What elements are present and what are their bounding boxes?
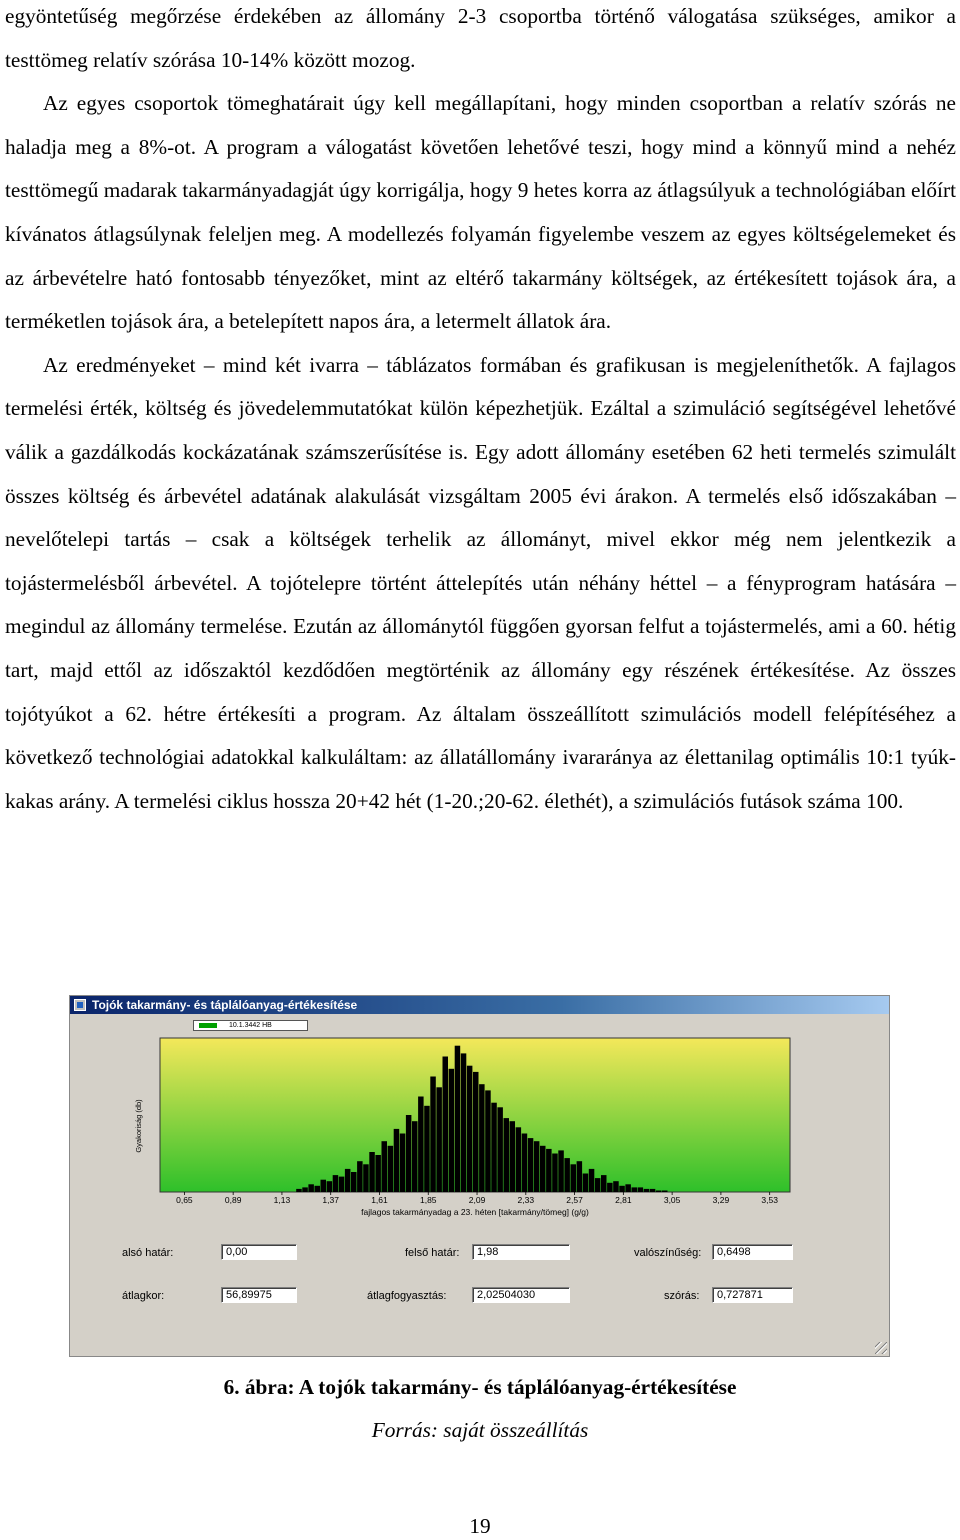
histogram-bar (418, 1097, 424, 1193)
histogram-bar (491, 1103, 497, 1192)
histogram-bar (473, 1072, 479, 1192)
histogram-bar (333, 1175, 339, 1192)
histogram-bar (601, 1175, 607, 1192)
histogram-bar (430, 1077, 436, 1193)
histogram-bar (558, 1150, 564, 1192)
histogram-bar (619, 1186, 625, 1192)
x-tick-label: 3,29 (712, 1195, 730, 1205)
histogram-bar (443, 1057, 449, 1193)
probability-label: valószínűség: (634, 1247, 702, 1259)
x-tick-label: 1,85 (419, 1195, 437, 1205)
x-tick-label: 2,81 (615, 1195, 632, 1205)
histogram-bar (516, 1127, 522, 1192)
upper-limit-label: felső határ: (405, 1247, 460, 1259)
resize-grip[interactable] (875, 1342, 887, 1354)
histogram-bar (613, 1181, 619, 1192)
histogram-bar (589, 1169, 595, 1192)
histogram-bar (644, 1189, 650, 1192)
histogram-bar (369, 1152, 375, 1192)
histogram-bar (461, 1053, 467, 1192)
histogram-bar (424, 1106, 430, 1192)
histogram-bar (388, 1146, 394, 1192)
histogram-bar (546, 1149, 552, 1192)
histogram-bar (479, 1084, 485, 1192)
x-tick-label: 3,05 (663, 1195, 681, 1205)
paragraph-3: Az eredményeket – mind két ivarra – táblázatos formában és grafikusan is megjeleníthetők. A fajlagos termelési érték, költség és jövedelemmutatókat külön képezhetjük. Ezáltal a szimuláció segítségével lehetővé válik a gazdálkodás kockázatának számszerűsítése is. Egy adott állomány esetében 62 heti termelés szimulált összes költség és árbevétel adatának alakulását vizsgáltam 2005 évi árakon. A termelés első időszakában – nevelőtelepi tartás – csak a költségek terhelik az állományt, mivel ekkor még nem jelentkezik a tojástermelésből árbevétel. A tojótelepre történt áttelepítés után néhány héttel – a fényprogram hatására – megindul az állomány termelése. Ezután az állománytól függően gyorsan felfut a tojástermelés, ami a 60. hétig tart, majd ettől az időszaktól kezdődően megtörténik az állomány egy részének értékesítése. Az összes tojótyúkot a 62. hétre értékesíti a program. Az általam összeállított szimulációs modell felépítéséhez a következő technológiai adatokkal kalkuláltam: az állatállomány ivararánya az élettanilag optimális 10:1 tyúk-kakas arány. A termelési ciklus hossza 20+42 hét (1-20.;20-62. élethét), a szimulációs futások száma 100. (5, 352, 956, 813)
average-age-label: átlagkor: (122, 1290, 165, 1302)
histogram-bar (449, 1069, 455, 1192)
x-tick-label: 2,57 (566, 1195, 583, 1205)
x-tick-label: 0,65 (176, 1195, 193, 1205)
x-axis-ticks (176, 1192, 778, 1205)
histogram-bar (375, 1155, 381, 1192)
histogram-bar (400, 1134, 406, 1193)
histogram-bar (436, 1087, 442, 1192)
histogram-bar (534, 1141, 540, 1192)
figure-source: Forrás: saját összeállítás (371, 1418, 589, 1442)
histogram-bar (315, 1186, 321, 1192)
histogram-chart (75, 1016, 884, 1224)
histogram-bar (327, 1181, 333, 1192)
histogram-bar (625, 1184, 631, 1192)
x-tick-label: 3,53 (761, 1195, 778, 1205)
histogram-bar (382, 1141, 388, 1192)
lower-limit-field[interactable]: 0,00 (221, 1244, 297, 1260)
histogram-bar (522, 1134, 528, 1193)
histogram-bar (296, 1189, 302, 1192)
histogram-bar (363, 1164, 369, 1192)
average-consumption-field[interactable]: 2,02504030 (472, 1287, 570, 1303)
app-icon[interactable] (74, 999, 86, 1011)
paragraph-2: Az egyes csoportok tömeghatárait úgy kell megállapítani, hogy minden csoportban a relatív szórás ne haladja meg a 8%-ot. A program a válogatást követően lehetővé teszi, hogy mind a könnyű mind a nehéz testtömegű madarak takarmányadagját úgy korrigálja, hogy 9 hetes korra az átlagsúlyuk a technológiában előírt kívánatos átlagsúlynak feleljen meg. A modellezés folyamán figyelembe veszem az egyes költségelemeket és az árbevételre ható fontosabb tényezőket, mint az eltérő takarmány költségek, az értékesített tojások ára, a terméketlen tojások ára, a betelepített napos ára, a letermelt állatok ára. (5, 91, 956, 334)
histogram-bar (321, 1180, 327, 1192)
x-tick-label: 0,89 (224, 1195, 242, 1205)
average-consumption-label: átlagfogyasztás: (367, 1290, 447, 1302)
histogram-bar (595, 1178, 601, 1192)
histogram-bar (351, 1172, 357, 1192)
histogram-bar (357, 1161, 363, 1192)
histogram-bar (564, 1158, 570, 1192)
window-title: Tojók takarmány- és táplálóanyag-értékesítése (92, 998, 358, 1012)
histogram-bar (302, 1187, 308, 1192)
chart-legend (193, 1020, 308, 1031)
x-tick-label: 2,33 (517, 1195, 535, 1205)
y-axis-label: Gyakoriság (db) (134, 1099, 143, 1153)
histogram-bar (577, 1161, 583, 1192)
histogram-bar (497, 1107, 503, 1192)
histogram-bar (394, 1129, 400, 1192)
histogram-bar (540, 1146, 546, 1192)
histogram-bar (406, 1115, 412, 1192)
histogram-bar (638, 1187, 644, 1192)
histogram-bar (583, 1174, 589, 1193)
std-dev-label: szórás: (664, 1290, 700, 1302)
histogram-bar (662, 1191, 668, 1193)
histogram-bar (345, 1169, 351, 1192)
histogram-bar (571, 1164, 577, 1192)
upper-limit-field[interactable]: 1,98 (472, 1244, 570, 1260)
lower-limit-label: alsó határ: (122, 1247, 174, 1259)
histogram-bar (339, 1177, 345, 1192)
histogram-bar (308, 1184, 314, 1192)
simulation-window (69, 995, 890, 1357)
window-titlebar[interactable] (70, 996, 889, 1014)
histogram-bar (485, 1090, 491, 1192)
histogram-bar (412, 1121, 418, 1192)
x-tick-label: 1,61 (371, 1195, 388, 1205)
probability-field[interactable]: 0,6498 (712, 1244, 793, 1260)
average-age-field[interactable]: 56,89975 (221, 1287, 297, 1303)
x-tick-label: 2,09 (468, 1195, 486, 1205)
histogram-bar (510, 1121, 516, 1192)
std-dev-field[interactable]: 0,727871 (712, 1287, 793, 1303)
page-number: 19 (469, 1514, 491, 1538)
histogram-panel (75, 1016, 884, 1224)
histogram-bar (528, 1138, 534, 1192)
histogram-bar (455, 1046, 461, 1192)
histogram-bar (467, 1066, 473, 1192)
histogram-bar (504, 1118, 510, 1192)
histogram-bar (650, 1189, 656, 1192)
histogram-bar (632, 1187, 638, 1192)
x-axis-label: fajlagos takarmányadag a 23. héten [takarmány/tömeg] (g/g) (361, 1207, 589, 1217)
body-text (5, 0, 956, 823)
paragraph-1: egyöntetűség megőrzése érdekében az állomány 2-3 csoportba történő válogatása szükséges, amikor a testtömeg relatív szórása 10-14% között mozog. (5, 4, 956, 72)
x-tick-label: 1,13 (273, 1195, 291, 1205)
x-tick-label: 1,37 (322, 1195, 339, 1205)
histogram-bar (656, 1191, 662, 1193)
histogram-bar (607, 1183, 613, 1192)
histogram-bar (552, 1154, 558, 1193)
figure-caption: 6. ábra: A tojók takarmány- és táplálóanyag-értékesítése (223, 1375, 737, 1399)
legend-swatch (199, 1023, 217, 1028)
legend-label: 10.1.3442 HB (229, 1022, 272, 1029)
